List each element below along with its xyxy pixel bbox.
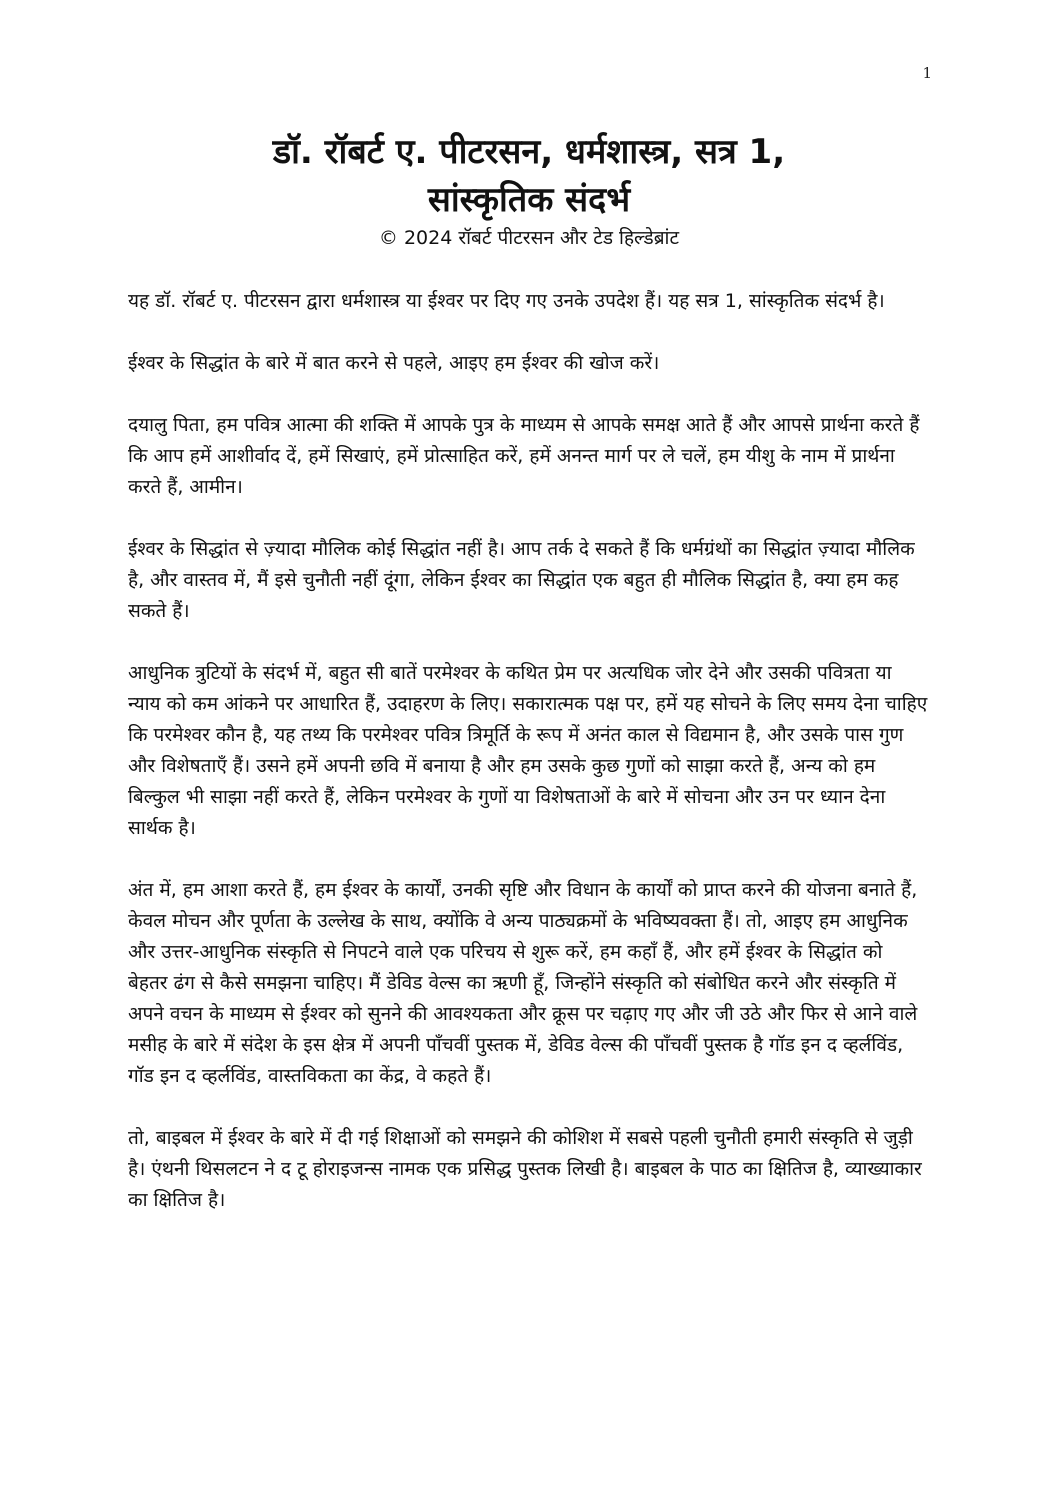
paragraph-prelude: ईश्वर के सिद्धांत के बारे में बात करने से पहले, आइए हम ईश्वर की खोज करें। xyxy=(128,352,660,374)
page-number: 1 xyxy=(922,64,932,82)
title-line-2: सांस्कृतिक संदर्भ xyxy=(427,180,631,220)
paragraph-intro: यह डॉ. रॉबर्ट ए. पीटरसन द्वारा धर्मशास्त्र या ईश्वर पर दिए गए उनके उपदेश हैं। यह सत्र 1, सांस्कृतिक संदर्भ है। xyxy=(128,290,885,312)
paragraph-modern-errors: आधुनिक त्रुटियों के संदर्भ में, बहुत सी बातें परमेश्वर के कथित प्रेम पर अत्यधिक जोर देने और उसकी पवित्रता या न्याय को कम आंकने पर आधारित हैं, उदाहरण के लिए। सकारात्मक पक्ष पर, हमें यह सोचने के लिए समय देना चाहिए कि परमेश्वर कौन है, यह तथ्य कि परमेश्वर पवित्र त्रिमूर्ति के रूप में अनंत काल से विद्यमान है, और उसके पास गुण और विशेषताएँ हैं। उसने हमें अपनी छवि में बनाया है और हम उसके कुछ गुणों को साझा करते हैं, अन्य को हम बिल्कुल भी साझा नहीं करते हैं, लेकिन परमेश्वर के गुणों या विशेषताओं के बारे में सोचना और उन पर ध्यान देना सार्थक है। xyxy=(128,662,928,839)
paragraph-prayer: दयालु पिता, हम पवित्र आत्मा की शक्ति में आपके पुत्र के माध्यम से आपके समक्ष आते हैं और आपसे प्रार्थना करते हैं कि आप हमें आशीर्वाद दें, हमें सिखाएं, हमें प्रोत्साहित करें, हमें अनन्त मार्ग पर ले चलें, हम यीशु के नाम में प्रार्थना करते हैं, आमीन। xyxy=(128,414,920,498)
document-title xyxy=(60,128,998,224)
paragraph-doctrine: ईश्वर के सिद्धांत से ज़्यादा मौलिक कोई सिद्धांत नहीं है। आप तर्क दे सकते हैं कि धर्मग्रंथों का सिद्धांत ज़्यादा मौलिक है, और वास्तव में, मैं इसे चुनौती नहीं दूंगा, लेकिन ईश्वर का सिद्धांत एक बहुत ही मौलिक सिद्धांत है, क्या हम कह सकते हैं। xyxy=(128,538,915,622)
document-header xyxy=(60,128,998,252)
title-line-1: डॉ. रॉबर्ट ए. पीटरसन, धर्मशास्त्र, सत्र 1, xyxy=(272,132,786,172)
paragraph-culture-challenge: तो, बाइबल में ईश्वर के बारे में दी गई शिक्षाओं को समझने की कोशिश में सबसे पहली चुनौती हमारी संस्कृति से जुड़ी है। एंथनी थिसलटन ने द टू होराइजन्स नामक एक प्रसिद्ध पुस्तक लिखी है। बाइबल के पाठ का क्षितिज है, व्याख्याकार का क्षितिज है। xyxy=(128,1127,922,1211)
document-body xyxy=(128,286,928,1247)
copyright-line: © 2024 रॉबर्ट पीटरसन और टेड हिल्डेब्रांट xyxy=(378,227,680,249)
paragraph-course-plan: अंत में, हम आशा करते हैं, हम ईश्वर के कार्यों, उनकी सृष्टि और विधान के कार्यों को प्राप्त करने की योजना बनाते हैं, केवल मोचन और पूर्णता के उल्लेख के साथ, क्योंकि वे अन्य पाठ्यक्रमों के भविष्यवक्ता हैं। तो, आइए हम आधुनिक और उत्तर-आधुनिक संस्कृति से निपटने वाले एक परिचय से शुरू करें, हम कहाँ हैं, और हमें ईश्वर के सिद्धांत को बेहतर ढंग से कैसे समझना चाहिए। मैं डेविड वेल्स का ऋणी हूँ, जिन्होंने संस्कृति को संबोधित करने और संस्कृति में अपने वचन के माध्यम से ईश्वर को सुनने की आवश्यकता और क्रूस पर चढ़ाए गए और जी उठे और फिर से आने वाले मसीह के बारे में संदेश के इस क्षेत्र में अपनी पाँचवीं पुस्तक में, डेविड वेल्स की पाँचवीं पुस्तक है गॉड इन द व्हर्लविंड, गॉड इन द व्हर्लविंड, वास्तविकता का केंद्र, वे कहते हैं। xyxy=(128,879,918,1087)
